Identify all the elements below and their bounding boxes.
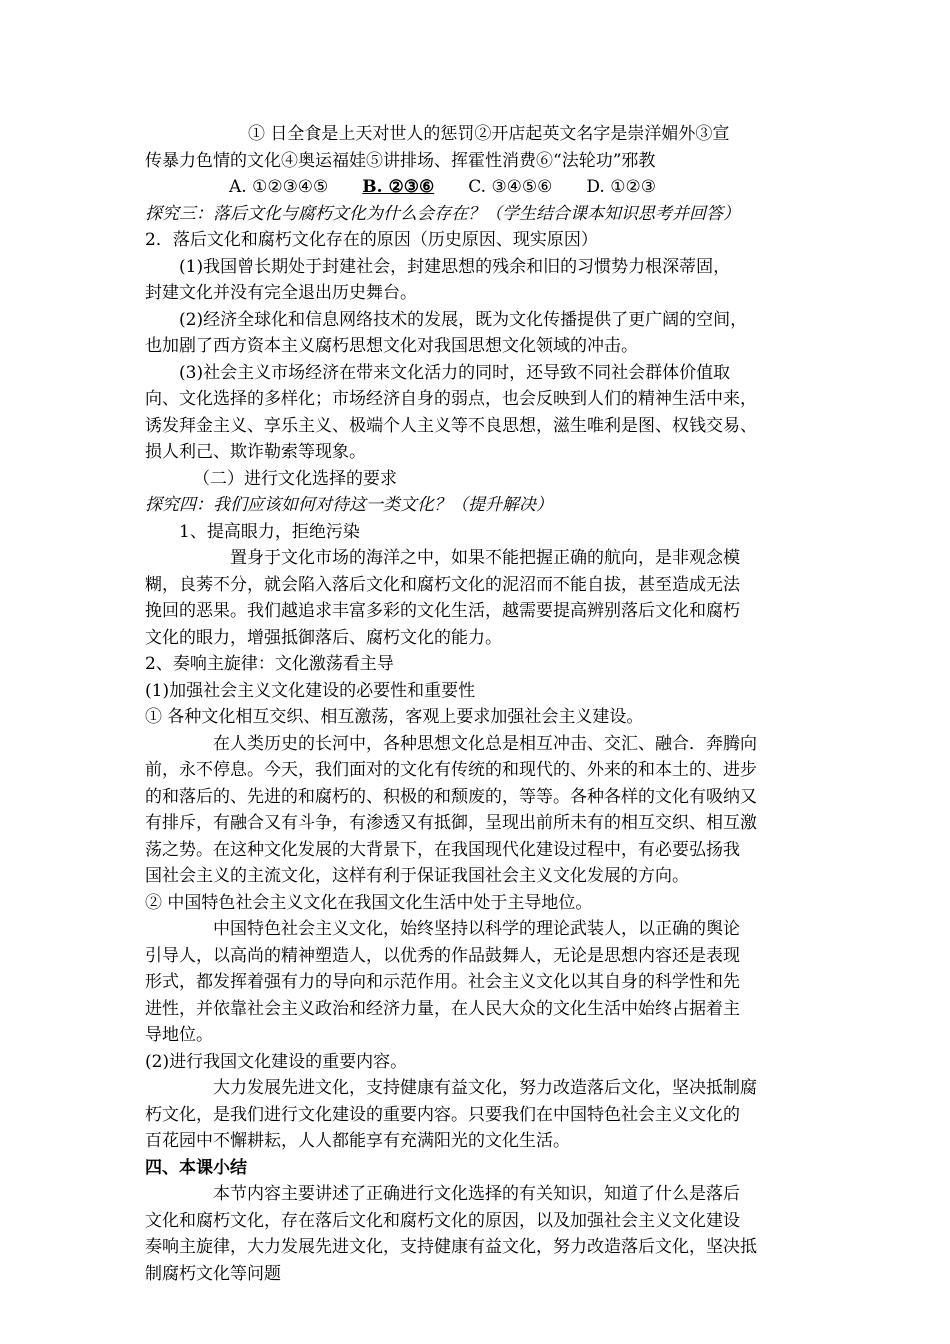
explore4-heading: 探究四：我们应该如何对待这一类文化？（提升解决） <box>145 495 553 515</box>
point1-title: 1、提高眼力，拒绝污染 <box>179 521 360 542</box>
point1-line-2: 糊，良莠不分，就会陷入落后文化和腐朽文化的泥沼而不能自拔，甚至造成无法 <box>145 574 740 595</box>
question-items-line-1: ① 日全食是上天对世人的惩罚②开店起英文名字是崇洋媚外③宣 <box>248 124 730 144</box>
reason1-line-1: (1)我国曾长期处于封建社会，封建思想的残余和旧的习惯势力根深蒂固， <box>179 256 731 277</box>
summary-heading: 四、本课小结 <box>145 1157 247 1178</box>
summary-line-1: 本节内容主要讲述了正确进行文化选择的有关知识，知道了什么是落后 <box>213 1184 740 1204</box>
sub1-title: (1)加强社会主义文化建设的必要性和重要性 <box>145 680 476 701</box>
point1-line-4: 文化的眼力，增强抵御落后、腐朽文化的能力。 <box>145 627 502 648</box>
reason2-line-2: 也加剧了西方资本主义腐朽思想文化对我国思想文化领域的冲击。 <box>145 336 638 356</box>
sub1b-line-2: 引导人，以高尚的精神塑造人，以优秀的作品鼓舞人，无论是思想内容还是表现 <box>145 945 740 966</box>
sub1b-heading: ② 中国特色社会主义文化在我国文化生活中处于主导地位。 <box>145 892 593 913</box>
document-page <box>145 121 815 1287</box>
sub1b-line-3: 形式，都发挥着强有力的导向和示范作用。社会主义文化以其自身的科学性和先 <box>145 972 740 992</box>
sub1a-line-3: 的和落后的、先进的和腐朽的、积极的和颓废的，等等。各种各样的文化有吸纳又 <box>145 786 757 807</box>
sub2-title: (2)进行我国文化建设的重要内容。 <box>145 1051 408 1072</box>
sub1a-line-5: 荡之势。在这种文化发展的大背景下，在我国现代化建设过程中，有必要弘扬我 <box>145 839 740 860</box>
point2-title: 2、奏响主旋律：文化激荡看主导 <box>145 654 394 674</box>
reason2-line-1: (2)经济全球化和信息网络技术的发展，既为文化传播提供了更广阔的空间， <box>179 309 748 330</box>
question-options <box>145 174 815 201</box>
point1-line-3: 挽回的恶果。我们越追求丰富多彩的文化生活，越需要提高辨别落后文化和腐朽 <box>145 601 740 621</box>
sub1b-line-5: 导地位。 <box>145 1025 213 1045</box>
option-d: D. ①②③ <box>586 177 656 197</box>
sub1a-line-4: 有排斥，有融合又有斗争，有渗透又有抵御，呈现出前所未有的相互交织、相互激 <box>145 813 757 833</box>
section2-heading: （二）进行文化选择的要求 <box>193 468 397 489</box>
option-a: A. ①②③④⑤ <box>229 177 329 197</box>
sub2-line-1: 大力发展先进文化，支持健康有益文化，努力改造落后文化，坚决抵制腐 <box>213 1078 757 1098</box>
sub2-line-3: 百花园中不懈耕耘，人人都能享有充满阳光的文化生活。 <box>145 1131 570 1151</box>
reason3-line-1: (3)社会主义市场经济在带来文化活力的同时，还导致不同社会群体价值取 <box>179 362 731 383</box>
question-items-line-2: 传暴力色情的文化④奥运福娃⑤讲排场、挥霍性消费⑥“法轮功”邪教 <box>145 150 656 171</box>
summary-line-2: 文化和腐朽文化，存在落后文化和腐朽文化的原因，以及加强社会主义文化建设 <box>145 1210 740 1231</box>
sub1a-line-6: 国社会主义的主流文化，这样有利于保证我国社会主义文化发展的方向。 <box>145 866 689 886</box>
summary-line-3: 奏响主旋律，大力发展先进文化，支持健康有益文化，努力改造落后文化，坚决抵 <box>145 1237 757 1257</box>
point1-line-1: 置身于文化市场的海洋之中，如果不能把握正确的航向，是非观念模 <box>230 548 740 568</box>
summary-line-4: 制腐朽文化等问题 <box>145 1263 281 1284</box>
sub1a-line-2: 前，永不停息。今天，我们面对的文化有传统的和现代的、外来的和本土的、进步 <box>145 760 757 780</box>
explore3-subheading: 2．落后文化和腐朽文化存在的原因（历史原因、现实原因） <box>145 230 598 250</box>
reason3-line-4: 损人利己、欺诈勒索等现象。 <box>145 442 366 462</box>
explore3-heading: 探究三：落后文化与腐朽文化为什么会存在？（学生结合课本知识思考并回答） <box>145 203 740 224</box>
reason1-line-2: 封建文化并没有完全退出历史舞台。 <box>145 283 417 303</box>
sub1a-heading: ① 各种文化相互交织、相互激荡，客观上要求加强社会主义建设。 <box>145 707 644 727</box>
sub1a-line-1: 在人类历史的长河中，各种思想文化总是相互冲击、交汇、融合．奔腾向 <box>213 733 757 754</box>
sub1b-line-1: 中国特色社会主义文化，始终坚持以科学的理论武装人，以正确的舆论 <box>213 919 740 939</box>
option-c: C. ③④⑤⑥ <box>468 177 553 197</box>
option-b-answer: B. ②③⑥ <box>362 177 435 197</box>
sub2-line-2: 朽文化，是我们进行文化建设的重要内容。只要我们在中国特色社会主义文化的 <box>145 1104 740 1125</box>
reason3-line-3: 诱发拜金主义、享乐主义、极端个人主义等不良思想，滋生唯利是图、权钱交易、 <box>145 415 757 436</box>
reason3-line-2: 向、文化选择的多样化；市场经济自身的弱点，也会反映到人们的精神生活中来， <box>145 389 757 409</box>
sub1b-line-4: 进性，并依靠社会主义政治和经济力量，在人民大众的文化生活中始终占据着主 <box>145 998 740 1019</box>
